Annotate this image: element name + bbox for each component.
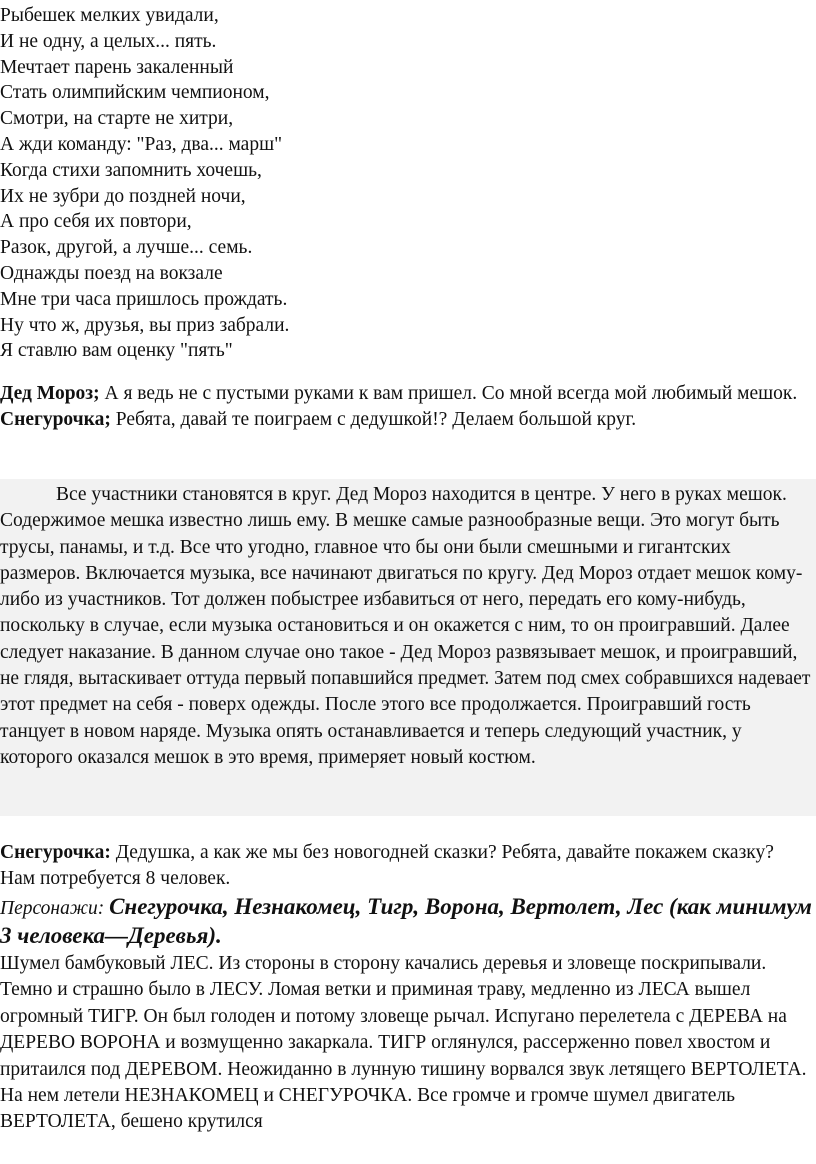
characters-list — [0, 893, 812, 951]
poem-line: Их не зубри до поздней ночи, — [0, 185, 246, 207]
speaker-snegurochka: Снегурочка; — [0, 408, 111, 430]
characters-label: Персонажи: — [0, 898, 110, 919]
characters-names: Снегурочка, Незнакомец, Тигр, Ворона, Вертолет, Лес (как минимум 3 человека—Деревья). — [0, 894, 812, 948]
poem — [0, 3, 289, 364]
dialog-text: А я ведь не с пустыми руками к вам пришел. Со мной всегда мой любимый мешок. — [99, 383, 798, 404]
poem-line: Разок, другой, а лучше... семь. — [0, 237, 253, 259]
speaker-ded-moroz: Дед Мороз; — [0, 383, 100, 404]
poem-line: Ну что ж, друзья, вы приз забрали. — [0, 314, 290, 336]
story-text: Шумел бамбуковый ЛЕС. Из стороны в сторону качались деревья и зловеще поскрипывали. Темно и страшно было в ЛЕСУ. Ломая ветки и приминая траву, медленно из ЛЕСА вышел огромный ТИГР. Он был голоден и потому зловеще рычал. Испугано перелетела с ДЕРЕВА на ДЕРЕВО ВОРОНА и возмущенно закаркала. ТИГР оглянулся, рассерженно повел хвостом и притаился под ДЕРЕВОМ. Неожиданно в лунную тишину ворвался звук летящего ВЕРТОЛЕТА. На нем летели НЕЗНАКОМЕЦ и СНЕГУРОЧКА. Все громче и громче шумел двигатель ВЕРТОЛЕТА, бешено крутился — [0, 953, 807, 1133]
poem-line: А жди команду: "Раз, два... марш" — [0, 133, 283, 155]
dialog-snegurochka-fairy-tale — [0, 840, 812, 892]
poem-line: Рыбешек мелких увидали, — [0, 5, 219, 26]
game-description: Все участники становятся в круг. Дед Мороз находится в центре. У него в руках мешок. Содержимое мешка известно лишь ему. В мешке самые разнообразные вещи. Это могут быть трусы, панамы, и т.д. Все что угодно, главное что бы они были смешными и гигантских размеров. Включается музыка, все начинают двигаться по кругу. Дед Мороз отдает мешок кому-либо из участников. Тот должен побыстрее избавиться от него, передать его кому-нибудь, поскольку в случае, если музыка остановиться и он окажется с ним, то он проигравший. Далее следует наказание. В данном случае оно такое - Дед Мороз развязывает мешок, и проигравший, не глядя, вытаскивает оттуда первый попавшийся предмет. Затем под смех собравшихся надевает этот предмет на себя - поверх одежды. После этого все продолжается. Проигравший гость танцует в новом наряде. Музыка опять останавливается и теперь следующий участник, у которого оказался мешок в это время, примеряет новый костюм. — [0, 484, 811, 768]
poem-line: Стать олимпийским чемпионом, — [0, 82, 270, 104]
poem-line: Мечтает парень закаленный — [0, 56, 234, 78]
dialog-text: Ребята, давай те поиграем с дедушкой!? Делаем большой круг. — [110, 408, 637, 430]
dialog-line — [0, 840, 812, 892]
poem-line: И не одну, а целых... пять. — [0, 30, 217, 52]
poem-line: Смотри, на старте не хитри, — [0, 108, 234, 130]
poem-line: Когда стихи запомнить хочешь, — [0, 159, 262, 181]
dialog-line — [0, 381, 812, 407]
poem-line: Однажды поезд на вокзале — [0, 262, 223, 284]
speaker-snegurochka: Снегурочка: — [0, 842, 111, 863]
poem-line: Я ставлю вам оценку "пять" — [0, 340, 233, 362]
dialog-ded-moroz-snegurochka — [0, 381, 812, 433]
dialog-text: Дедушка, а как же мы без новогодней сказки? Ребята, давайте покажем сказку? Нам потребуется 8 человек. — [0, 842, 774, 889]
dialog-line — [0, 407, 812, 433]
poem-line: Мне три часа пришлось прождать. — [0, 288, 288, 310]
poem-line: А про себя их повтори, — [0, 211, 192, 233]
